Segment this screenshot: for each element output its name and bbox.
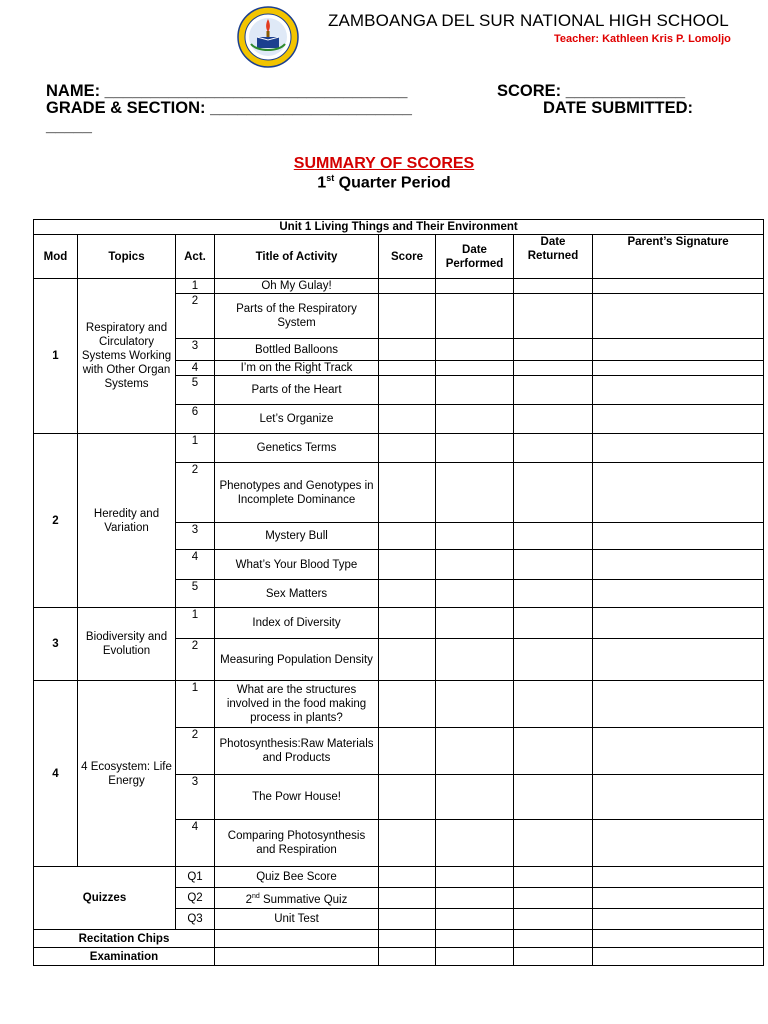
activity-row: [34, 608, 764, 639]
score-cell: [379, 279, 436, 294]
module-number: 3: [34, 608, 78, 681]
date-returned-cell: [514, 775, 593, 820]
date-returned-cell: [514, 523, 593, 550]
date-performed-cell: [436, 948, 514, 966]
parent-signature-cell: [593, 728, 764, 775]
date-returned-cell: [514, 681, 593, 728]
date-returned-cell: [514, 888, 593, 909]
score-cell: [379, 820, 436, 867]
date-performed-cell: [436, 681, 514, 728]
date-returned-cell: [514, 948, 593, 966]
date-returned-cell: [514, 294, 593, 339]
date-returned-cell: [514, 361, 593, 376]
date-performed-cell: [436, 279, 514, 294]
date-performed-cell: [436, 550, 514, 580]
activity-title: Index of Diversity: [215, 608, 379, 639]
col-header-mod: Mod: [34, 235, 78, 279]
date-returned-cell: [514, 867, 593, 888]
col-header-date-returned: Date Returned: [514, 235, 593, 279]
activity-number: 3: [176, 523, 215, 550]
parent-signature-cell: [593, 948, 764, 966]
date-performed-cell: [436, 339, 514, 361]
date-performed-cell: [436, 930, 514, 948]
activity-number: 2: [176, 294, 215, 339]
date-performed-cell: [436, 820, 514, 867]
score-cell: [379, 580, 436, 608]
score-cell: [379, 463, 436, 523]
summary-title: SUMMARY OF SCORES: [293, 155, 475, 172]
activity-title: Oh My Gulay!: [215, 279, 379, 294]
date-performed-cell: [436, 361, 514, 376]
activity-title: Parts of the Heart: [215, 376, 379, 405]
activity-number: 2: [176, 728, 215, 775]
parent-signature-cell: [593, 523, 764, 550]
date-submitted-field: DATE SUBMITTED:: [543, 99, 694, 117]
activity-number: 1: [176, 279, 215, 294]
parent-signature-cell: [593, 775, 764, 820]
date-performed-cell: [436, 639, 514, 681]
parent-signature-cell: [593, 681, 764, 728]
score-cell: [379, 681, 436, 728]
col-header-parent-signature: Parent’s Signature: [593, 235, 764, 279]
quiz-row: [34, 867, 764, 888]
date-performed-cell: [436, 294, 514, 339]
quiz-title: Unit Test: [215, 909, 379, 930]
col-header-topics: Topics: [78, 235, 176, 279]
parent-signature-cell: [593, 550, 764, 580]
date-returned-cell: [514, 909, 593, 930]
date-performed-cell: [436, 376, 514, 405]
date-performed-cell: [436, 909, 514, 930]
date-returned-cell: [514, 820, 593, 867]
quiz-code: Q2: [176, 888, 215, 909]
score-cell: [379, 948, 436, 966]
activity-title: Photosynthesis:Raw Materials and Products: [215, 728, 379, 775]
date-performed-cell: [436, 888, 514, 909]
date-returned-cell: [514, 550, 593, 580]
activity-number: 1: [176, 608, 215, 639]
date-returned-cell: [514, 339, 593, 361]
examination-label: Examination: [34, 948, 215, 966]
date-returned-cell: [514, 279, 593, 294]
activity-number: 6: [176, 405, 215, 434]
parent-signature-cell: [593, 608, 764, 639]
col-header-act: Act.: [176, 235, 215, 279]
score-cell: [379, 728, 436, 775]
parent-signature-cell: [593, 361, 764, 376]
col-header-title: Title of Activity: [215, 235, 379, 279]
name-field: NAME: _________________________________: [46, 82, 408, 100]
scores-table: [33, 219, 764, 966]
date-returned-cell: [514, 608, 593, 639]
date-returned-cell: [514, 728, 593, 775]
date-returned-cell: [514, 376, 593, 405]
parent-signature-cell: [593, 867, 764, 888]
activity-row: [34, 681, 764, 728]
score-cell: [379, 930, 436, 948]
date-performed-cell: [436, 523, 514, 550]
date-returned-cell: [514, 639, 593, 681]
score-cell: [379, 523, 436, 550]
quizzes-label: Quizzes: [34, 867, 176, 930]
date-performed-cell: [436, 580, 514, 608]
recitation-chips-label: Recitation Chips: [34, 930, 215, 948]
quiz-code: Q3: [176, 909, 215, 930]
activity-number: 4: [176, 820, 215, 867]
date-returned-cell: [514, 580, 593, 608]
quiz-title: 2nd Summative Quiz: [215, 888, 379, 909]
activity-title: I’m on the Right Track: [215, 361, 379, 376]
activity-title: Measuring Population Density: [215, 639, 379, 681]
date-performed-cell: [436, 775, 514, 820]
teacher-name: Teacher: Kathleen Kris P. Lomoljo: [554, 33, 731, 45]
score-field: SCORE: _____________: [497, 82, 686, 100]
grade-section-field: GRADE & SECTION: ______________________: [46, 99, 412, 117]
activity-title: Genetics Terms: [215, 434, 379, 463]
activity-number: 1: [176, 681, 215, 728]
activity-number: 5: [176, 376, 215, 405]
score-cell: [379, 909, 436, 930]
score-cell: [379, 294, 436, 339]
module-topic: Heredity and Variation: [78, 434, 176, 608]
module-number: 1: [34, 279, 78, 434]
quiz-title: Quiz Bee Score: [215, 867, 379, 888]
parent-signature-cell: [593, 405, 764, 434]
score-cell: [379, 775, 436, 820]
activity-title: The Powr House!: [215, 775, 379, 820]
recitation-chips-row: [34, 930, 764, 948]
score-cell: [379, 888, 436, 909]
col-header-score: Score: [379, 235, 436, 279]
activity-number: 3: [176, 339, 215, 361]
date-returned-cell: [514, 434, 593, 463]
activity-row: [34, 434, 764, 463]
date-performed-cell: [436, 434, 514, 463]
parent-signature-cell: [593, 376, 764, 405]
parent-signature-cell: [593, 279, 764, 294]
activity-number: 4: [176, 361, 215, 376]
activity-number: 5: [176, 580, 215, 608]
date-submitted-line: _____: [46, 117, 92, 135]
score-cell: [379, 867, 436, 888]
score-cell: [379, 376, 436, 405]
quarter-subtitle: 1st Quarter Period: [317, 173, 451, 192]
date-returned-cell: [514, 405, 593, 434]
score-cell: [379, 608, 436, 639]
date-performed-cell: [436, 728, 514, 775]
school-seal-logo: [237, 6, 299, 68]
activity-title: Parts of the Respiratory System: [215, 294, 379, 339]
parent-signature-cell: [593, 930, 764, 948]
parent-signature-cell: [593, 909, 764, 930]
activity-title: What’s Your Blood Type: [215, 550, 379, 580]
activity-number: 3: [176, 775, 215, 820]
unit-title: Unit 1 Living Things and Their Environment: [34, 220, 764, 235]
activity-title: Sex Matters: [215, 580, 379, 608]
activity-title: Mystery Bull: [215, 523, 379, 550]
activity-title: Bottled Balloons: [215, 339, 379, 361]
activity-title: Phenotypes and Genotypes in Incomplete Dominance: [215, 463, 379, 523]
score-cell: [379, 405, 436, 434]
school-name: ZAMBOANGA DEL SUR NATIONAL HIGH SCHOOL: [328, 11, 729, 30]
module-topic: Respiratory and Circulatory Systems Working with Other Organ Systems: [78, 279, 176, 434]
module-topic: 4 Ecosystem: Life Energy: [78, 681, 176, 867]
activity-number: 4: [176, 550, 215, 580]
date-performed-cell: [436, 608, 514, 639]
module-number: 4: [34, 681, 78, 867]
parent-signature-cell: [593, 888, 764, 909]
activity-number: 1: [176, 434, 215, 463]
date-returned-cell: [514, 463, 593, 523]
blank-cell: [215, 948, 379, 966]
score-cell: [379, 361, 436, 376]
activity-title: Comparing Photosynthesis and Respiration: [215, 820, 379, 867]
date-returned-cell: [514, 930, 593, 948]
parent-signature-cell: [593, 580, 764, 608]
parent-signature-cell: [593, 639, 764, 681]
parent-signature-cell: [593, 434, 764, 463]
blank-cell: [215, 930, 379, 948]
date-performed-cell: [436, 867, 514, 888]
date-performed-cell: [436, 463, 514, 523]
col-header-date-performed: Date Performed: [436, 235, 514, 279]
parent-signature-cell: [593, 463, 764, 523]
activity-row: [34, 279, 764, 294]
activity-number: 2: [176, 639, 215, 681]
examination-row: [34, 948, 764, 966]
header-row: [34, 235, 764, 279]
score-cell: [379, 339, 436, 361]
parent-signature-cell: [593, 294, 764, 339]
date-performed-cell: [436, 405, 514, 434]
module-number: 2: [34, 434, 78, 608]
module-topic: Biodiversity and Evolution: [78, 608, 176, 681]
activity-title: What are the structures involved in the food making process in plants?: [215, 681, 379, 728]
activity-number: 2: [176, 463, 215, 523]
activity-title: Let’s Organize: [215, 405, 379, 434]
score-cell: [379, 550, 436, 580]
quiz-code: Q1: [176, 867, 215, 888]
score-cell: [379, 639, 436, 681]
parent-signature-cell: [593, 339, 764, 361]
parent-signature-cell: [593, 820, 764, 867]
score-cell: [379, 434, 436, 463]
